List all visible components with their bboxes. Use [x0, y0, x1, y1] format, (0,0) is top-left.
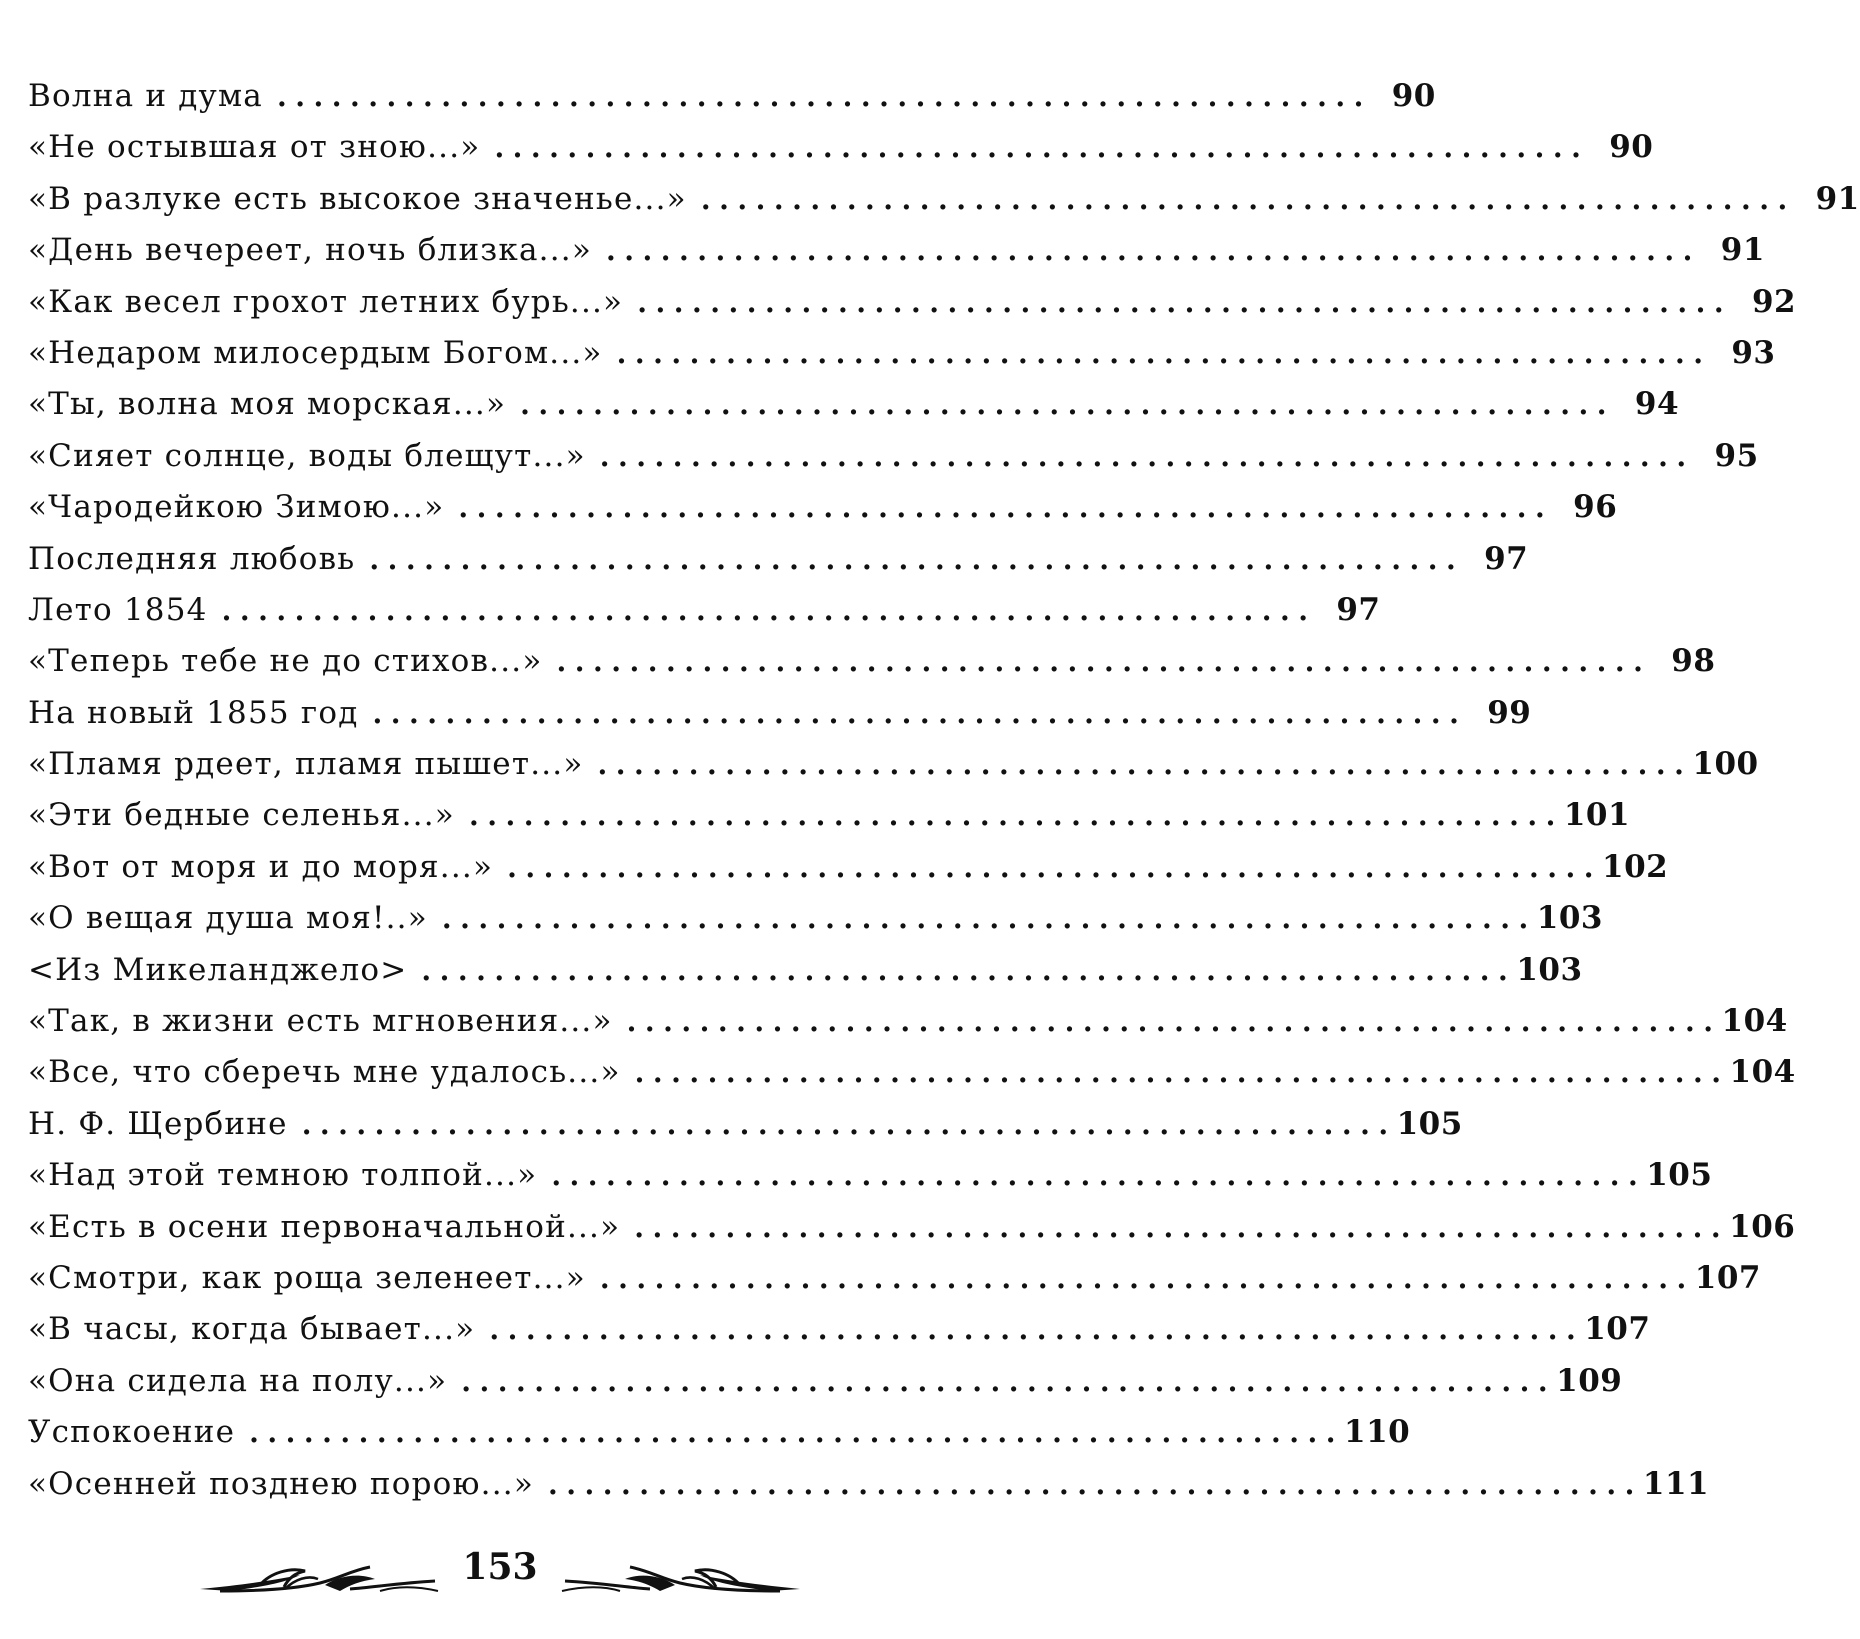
toc-entry-title: «В разлуке есть высокое значенье...» — [28, 180, 687, 217]
toc-dot-leader: ............................................................ — [599, 439, 1695, 473]
toc-entry — [28, 1202, 1796, 1253]
toc-entry — [28, 688, 1532, 739]
toc-entry-title: «Недаром милосердым Богом...» — [28, 334, 603, 371]
toc-entry-title: Последняя любовь — [28, 540, 356, 577]
toc-entry — [28, 842, 1669, 893]
toc-entry-page: 97 — [1484, 540, 1529, 577]
toc-entry — [28, 1407, 1411, 1458]
toc-dot-leader: ............................................................ — [468, 799, 1564, 833]
toc-dot-leader: ............................................................ — [494, 131, 1590, 165]
toc-entry — [28, 636, 1716, 687]
toc-entry-page: 104 — [1721, 1003, 1788, 1040]
toc-dot-leader: ............................................................ — [551, 1159, 1647, 1193]
toc-dot-leader: ............................................................ — [461, 1364, 1557, 1398]
toc-entry — [28, 1304, 1651, 1355]
toc-entry-page: 110 — [1344, 1414, 1411, 1451]
toc-entry-page: 90 — [1391, 78, 1436, 114]
toc-entry — [28, 431, 1759, 482]
toc-entry — [28, 1253, 1762, 1304]
toc-entry-page: 94 — [1634, 386, 1680, 423]
toc-dot-leader: ............................................................ — [249, 1416, 1345, 1450]
toc-dot-leader: ............................................................ — [599, 1261, 1695, 1295]
toc-entry — [28, 790, 1631, 841]
toc-entry — [28, 1150, 1713, 1201]
toc-dot-leader: ............................................................ — [606, 234, 1701, 268]
toc-entry — [28, 945, 1583, 996]
toc-entry-page: 111 — [1642, 1465, 1710, 1502]
toc-dot-leader: ............................................................ — [616, 336, 1712, 370]
toc-entry-page: 98 — [1671, 643, 1716, 680]
toc-entry — [28, 277, 1797, 328]
toc-entry-page: 105 — [1396, 1105, 1463, 1142]
toc-dot-leader: ............................................................ — [221, 593, 1317, 627]
toc-dot-leader: ............................................................ — [637, 285, 1733, 319]
toc-entry-page: 99 — [1487, 694, 1532, 731]
toc-entry-page: 109 — [1556, 1362, 1623, 1399]
toc-entry — [28, 174, 1860, 225]
toc-dot-leader: ............................................................ — [520, 388, 1616, 422]
toc-entry-title: «Так, в жизни есть мгновения...» — [28, 1003, 613, 1040]
toc-entry-title: Лето 1854 — [28, 591, 208, 628]
toc-entry-title: «Есть в осени первоначальной...» — [28, 1208, 621, 1245]
toc-entry — [28, 225, 1765, 276]
toc-entry-page: 105 — [1646, 1157, 1713, 1194]
toc-entry-title: «Сияет солнце, воды блещут...» — [28, 437, 586, 474]
toc-entry-title: «Вот от моря и до моря...» — [28, 848, 494, 885]
toc-entry-page: 107 — [1694, 1259, 1762, 1296]
toc-entry-page: 101 — [1563, 797, 1631, 834]
toc-dot-leader: ............................................................ — [458, 491, 1554, 525]
toc-dot-leader: ............................................................ — [276, 80, 1372, 113]
page-number: 153 — [462, 1546, 538, 1588]
toc-entry — [28, 122, 1654, 173]
toc-dot-leader: ............................................................ — [597, 748, 1693, 782]
toc-entry — [28, 482, 1618, 533]
toc-dot-leader: ............................................................ — [700, 182, 1796, 216]
toc-dot-leader: ............................................................ — [369, 542, 1465, 576]
toc-entry-title: <Из Микеланджело> — [28, 951, 408, 988]
toc-entry — [28, 1047, 1796, 1098]
toc-entry — [28, 1459, 1710, 1510]
toc-dot-leader: ............................................................ — [421, 953, 1517, 987]
toc-entry-title: «О вещая душа моя!..» — [28, 900, 428, 937]
toc-entry — [28, 1356, 1623, 1407]
toc-dot-leader: ............................................................ — [372, 696, 1468, 730]
toc-entry-page: 93 — [1731, 334, 1776, 371]
toc-dot-leader: ............................................................ — [556, 645, 1652, 679]
toc-entry — [28, 1099, 1463, 1150]
toc-entry — [28, 893, 1604, 944]
toc-entry-title: «Пламя рдеет, пламя пышет...» — [28, 746, 584, 783]
toc-entry-title: Успокоение — [28, 1414, 236, 1451]
table-of-contents — [28, 71, 1860, 1510]
toc-dot-leader: ............................................................ — [634, 1210, 1730, 1244]
toc-entry-title: «Над этой темною толпой...» — [28, 1157, 538, 1194]
toc-entry-title: «Не остывшая от зною...» — [28, 129, 481, 166]
toc-entry-page: 106 — [1729, 1208, 1796, 1245]
toc-entry-page: 91 — [1720, 232, 1765, 269]
toc-entry — [28, 534, 1529, 585]
toc-entry-title: «Смотри, как роща зеленеет...» — [28, 1259, 586, 1296]
toc-entry — [28, 379, 1680, 430]
toc-dot-leader: ............................................................ — [548, 1467, 1643, 1501]
toc-entry — [28, 585, 1381, 636]
toc-dot-leader: ............................................................ — [626, 1005, 1722, 1039]
toc-dot-leader: ............................................................ — [301, 1107, 1397, 1141]
page-footer — [0, 1545, 1000, 1605]
toc-entry-title: «День вечереет, ночь близка...» — [28, 232, 593, 269]
toc-entry-title: «Чародейкою Зимою...» — [28, 489, 445, 526]
toc-entry-title: «Как весел грохот летних бурь...» — [28, 283, 624, 320]
toc-entry-page: 96 — [1573, 489, 1618, 526]
toc-entry-title: «Ты, волна моя морская...» — [28, 386, 507, 423]
toc-entry-title: «Она сидела на полу...» — [28, 1362, 448, 1399]
toc-entry-page: 92 — [1751, 283, 1797, 320]
toc-entry-page: 100 — [1692, 746, 1759, 783]
toc-entry-title: «В часы, когда бывает...» — [28, 1311, 476, 1348]
toc-entry-page: 103 — [1536, 900, 1604, 937]
toc-entry-title: На новый 1855 год — [28, 694, 359, 731]
toc-dot-leader: ............................................................ — [634, 1056, 1730, 1090]
toc-entry-page: 103 — [1516, 951, 1583, 988]
toc-dot-leader: ............................................................ — [441, 902, 1537, 936]
toc-entry-page: 102 — [1602, 848, 1669, 885]
toc-entry-title: «Осенней позднею порою...» — [28, 1465, 534, 1502]
toc-entry — [28, 328, 1776, 379]
toc-entry-page: 107 — [1584, 1311, 1651, 1348]
toc-entry-page: 90 — [1609, 129, 1654, 166]
toc-entry — [28, 71, 1436, 122]
toc-dot-leader: ............................................................ — [489, 1313, 1585, 1347]
toc-entry-title: Волна и дума — [28, 78, 263, 114]
toc-entry-title: «Эти бедные селенья...» — [28, 797, 455, 834]
toc-entry-page: 104 — [1729, 1054, 1796, 1091]
toc-entry — [28, 996, 1788, 1047]
toc-entry-page: 91 — [1815, 180, 1860, 217]
toc-dot-leader: ............................................................ — [507, 850, 1603, 884]
toc-entry-title: Н. Ф. Щербине — [28, 1105, 288, 1142]
toc-entry — [28, 739, 1759, 790]
toc-entry-page: 95 — [1714, 437, 1759, 474]
toc-entry-title: «Все, что сберечь мне удалось...» — [28, 1054, 621, 1091]
toc-entry-title: «Теперь тебе не до стихов...» — [28, 643, 543, 680]
toc-entry-page: 97 — [1336, 591, 1381, 628]
